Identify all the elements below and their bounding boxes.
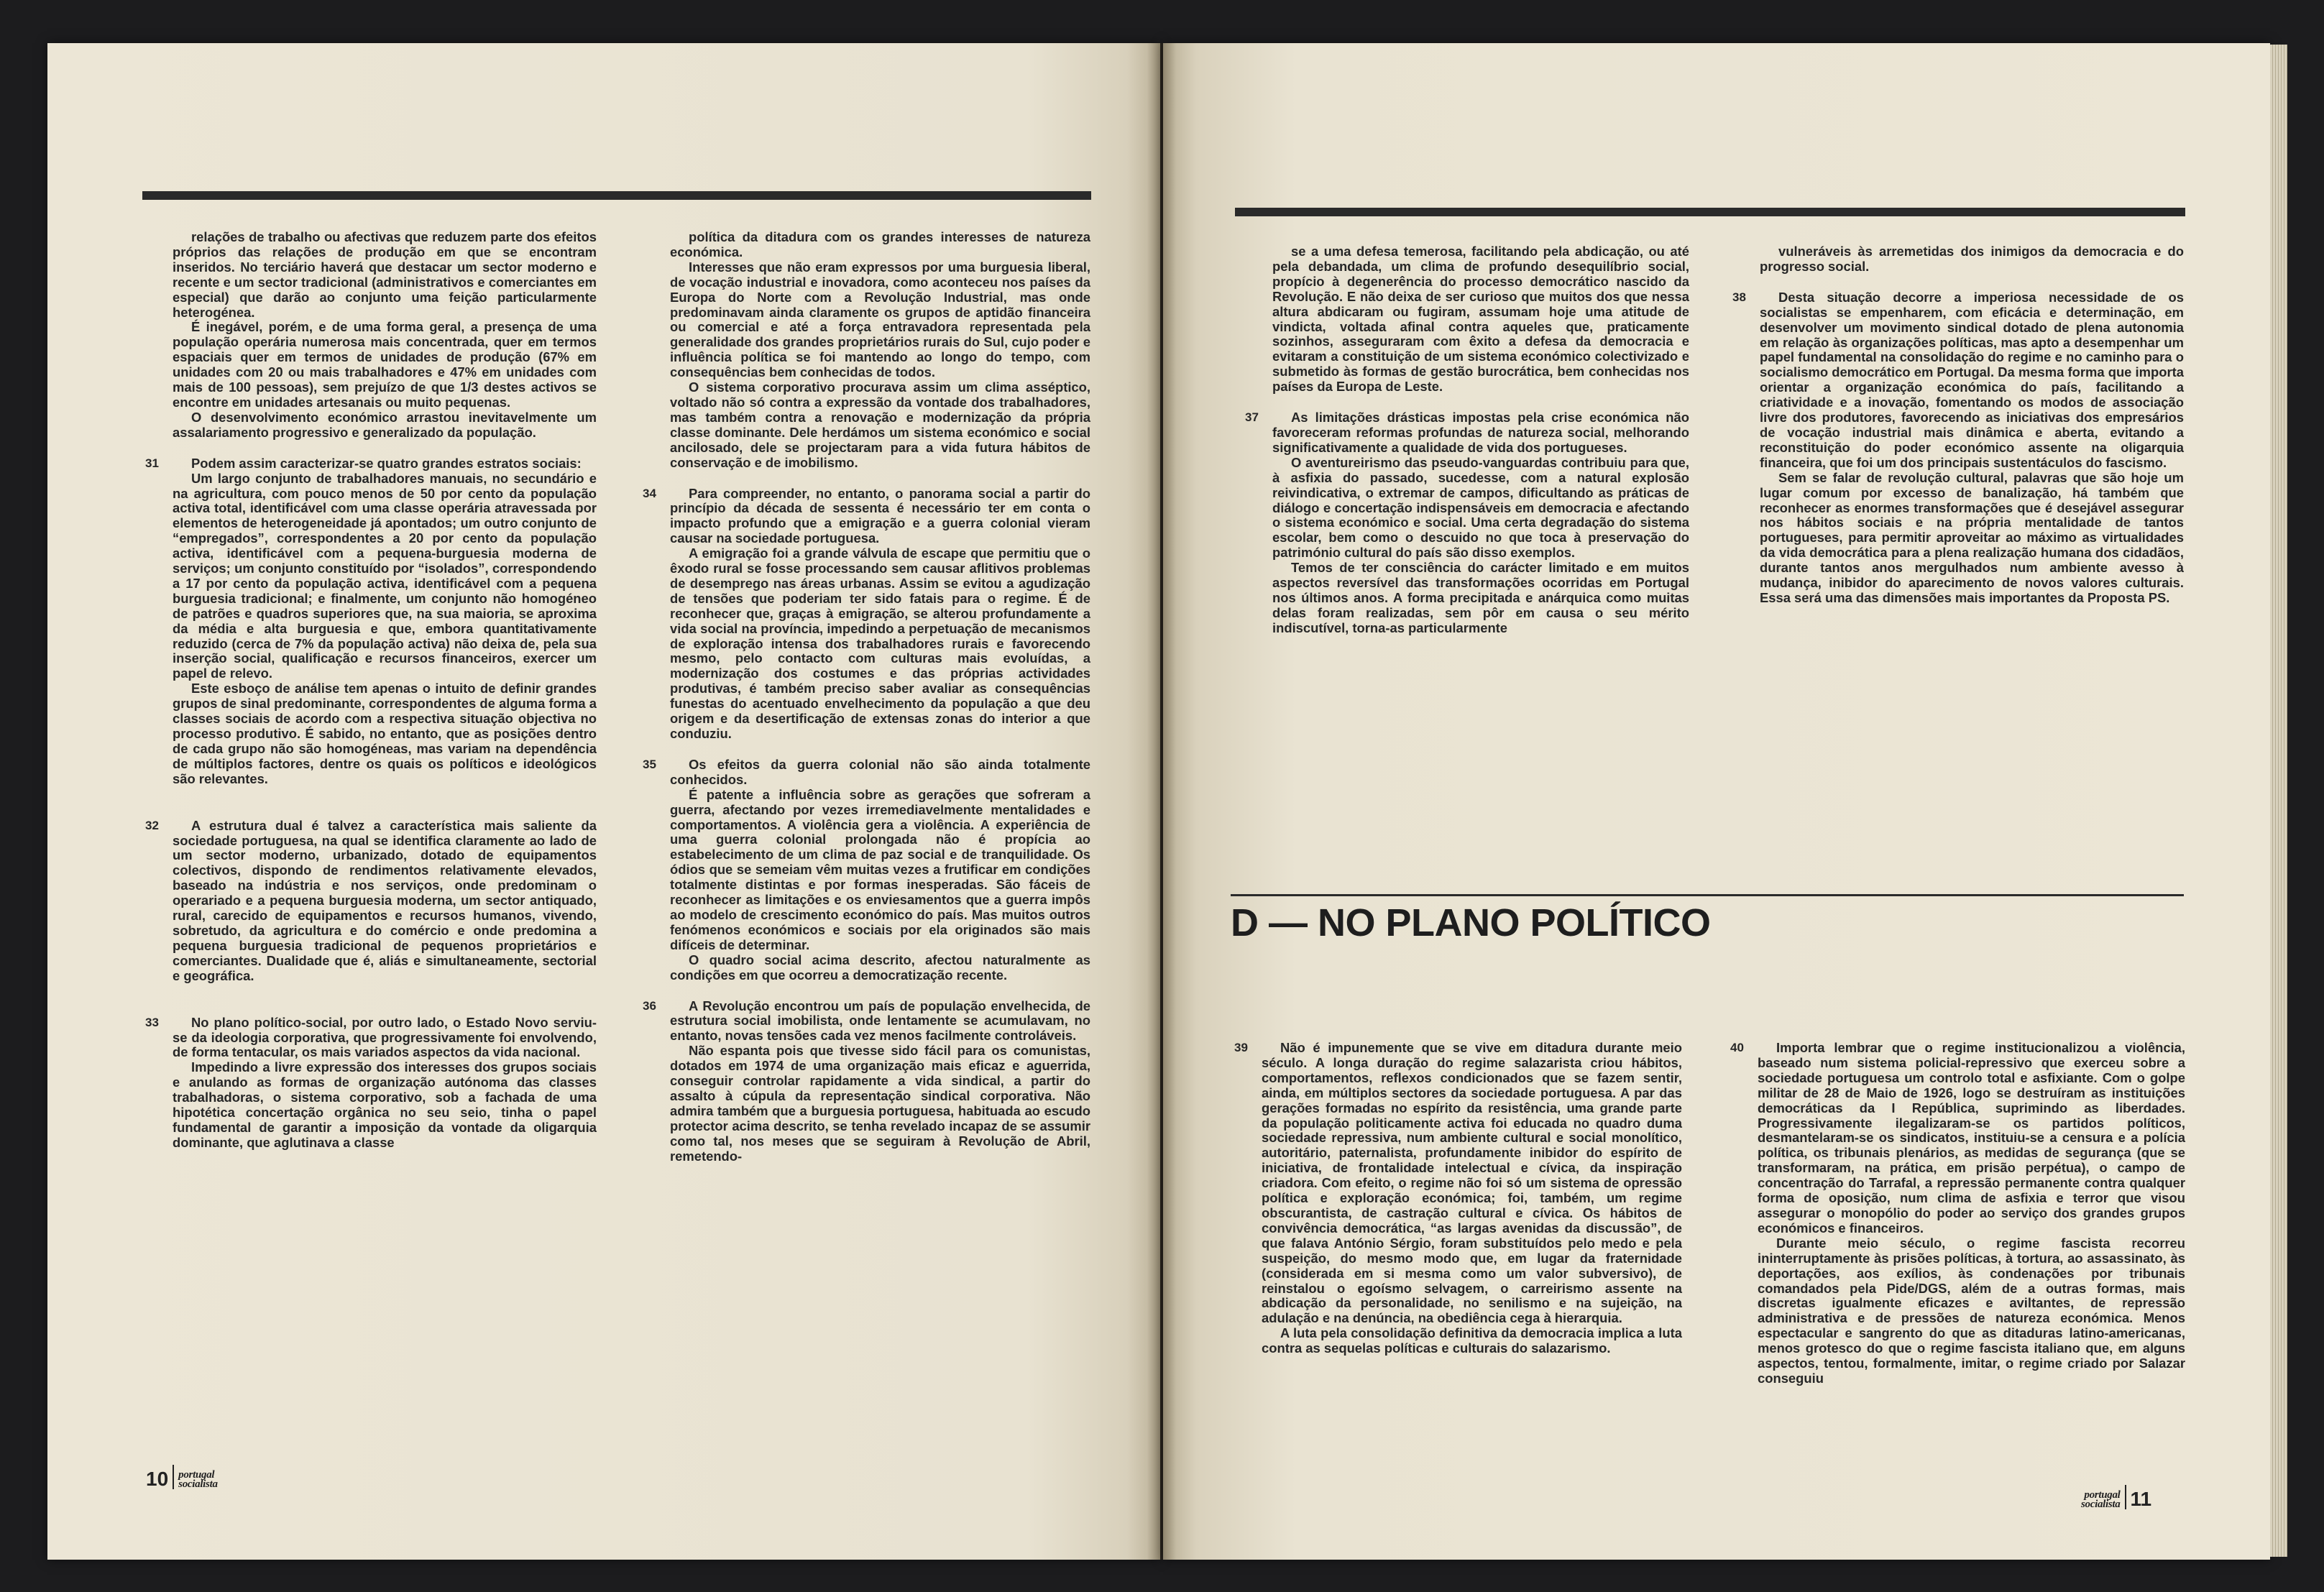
paragraph: Importa lembrar que o regime institucionalizou a violência, baseado num sistema policial-repressivo que exerceu sobre a sociedade portuguesa um controlo total e asfixiante. Com o golpe militar de 28 de Maio de 1926, logo se destruíram as instituições democráticas da I República, suprimindo as liberdades. Progressivamente ilegalizaram-se os partidos políticos, desmantelaram-se os sindicatos, instituiu-se a censura e a polícia política, os tribunais plenários, as medidas de segurança (que se transformaram, na prática, em prisão perpétua), o campo de concentração do Tarrafal, a repressão permanente contra qualquer forma de oposição, num clima de asfixia e terror que visou assegurar o monopólio do poder ao serviço dos grandes grupos económicos e financeiros. [1758, 1040, 2185, 1236]
numbered-section [145, 817, 597, 984]
spine-shadow [1147, 43, 1176, 1560]
numbered-section [145, 1014, 597, 1151]
paragraph: É inegável, porém, e de uma forma geral, a presença de uma população operária numerosa mais concentrada, quer em termos espaciais quer em termos de unidades de produção (67% em unidades com 20 ou mais trabalhadores e 47% em unidades com mais de 100 pessoas), sem prejuízo de que 1/3 destes activos se encontre em unidades artesanais ou muito pequenas. [173, 319, 597, 410]
numbered-section [1234, 1040, 1682, 1356]
logo-line1: portugal [2084, 1489, 2121, 1501]
paragraph: Impedindo a livre expressão dos interesses dos grupos sociais e anulando as formas de organização autónoma das classes trabalhadoras, o sistema corporativo, sob a fachada de uma hipotética concertação orgânica no seu seio, tinha o papel fundamental de garantir a imposição da vontade da oligarquia dominante, que aglutinava a classe [173, 1059, 597, 1150]
numbered-section [1732, 289, 2184, 606]
numbered-section [145, 455, 597, 787]
numbered-section [1730, 1040, 2185, 1386]
page-number: 10 [146, 1468, 169, 1490]
paragraph: A Revolução encontrou um país de população envelhecida, de estrutura social imobilista, onde lentamente se acumulavam, no entanto, novas tensões cada vez menos facilmente controláveis. [670, 998, 1090, 1044]
paragraph: O aventureirismo das pseudo-vanguardas contribuiu para que, à asfixia do passado, sucedesse, com a natural explosão reivindicativa, o extremar de campos, dificultando as práticas de diálogo e concertação indispensáveis em democracia e afectando o sistema económico e social. Uma certa degradação do sistema escolar, bem como o descuido no que toca à preservação do património cultural do país são disso exemplos. [1272, 454, 1689, 561]
folio-divider [173, 1465, 174, 1489]
right-column-1 [1245, 244, 1689, 636]
page-edge [2270, 45, 2287, 1557]
section-number: 33 [145, 1015, 159, 1029]
section-number: 38 [1732, 290, 1746, 304]
paragraph: se a uma defesa temerosa, facilitando pela abdicação, ou até pela debandada, um clima de profundo desequilíbrio social, propício à degenerência do processo democrático nascido da Revolução. E não deixa de ser curioso que muitos dos que nessa altura abdicaram ou fugiram, assumam hoje uma atitude de vindicta, voltada afinal contra aqueles que, praticamente sozinhos, asseguraram com êxito a defesa da democracia e evitaram a constituição de um sistema económico colectivizado e submetido às formas de gestão burocrática, bem conhecidas nos países da Europa de Leste. [1272, 244, 1689, 395]
section-heading: D — NO PLANO POLÍTICO [1231, 901, 1711, 944]
paragraph: O sistema corporativo procurava assim um clima asséptico, voltado não só contra a expressão da vontade dos trabalhadores, mas também contra a renovação e modernização da própria classe dominante. Dele herdámos um sistema económico e social ancilosado, dele se projectaram para a vida futura hábitos de conservação e de imobilismo. [670, 379, 1090, 470]
top-rule-left [142, 191, 1091, 200]
left-column-2 [643, 229, 1090, 1164]
section-number: 37 [1245, 410, 1259, 425]
paragraph: A luta pela consolidação definitiva da democracia implica a luta contra as sequelas políticas e culturais do salazarismo. [1262, 1325, 1682, 1356]
folio-divider [2125, 1485, 2126, 1509]
paragraph: Um largo conjunto de trabalhadores manuais, no secundário e na agricultura, com pouco menos de 50 por cento da população activa total, identificável com uma classe operária atravessada por elementos de heterogeneidade já apontados; um outro conjunto de “empregados”, correspondentes a 20 por cento da população activa, identificável com a pequena-burguesia moderna de serviços; um conjunto constituído por “isolados”, correspondendo a 17 por cento da população activa, identificável com a pequena burguesia tradicional; e finalmente, um conjunto não homogéneo de patrões e quadros superiores que, na sua maioria, se aproxima da média e alta burguesia e que, embora quantitativamente reduzido (cerca de 7% da população activa) não deixa de, pela sua inserção social, qualificação e recursos financeiros, exercer um papel de relevo. [173, 470, 597, 681]
folio-left [146, 1465, 218, 1489]
paragraph: Para compreender, no entanto, o panorama social a partir do princípio da década de sessenta é necessário ter em conta o impacto profundo que a emigração e a guerra colonial vieram causar na sociedade portuguesa. [670, 485, 1090, 546]
paragraph: Durante meio século, o regime fascista recorreu ininterruptamente às prisões políticas, à tortura, ao assassinato, às deportações, aos exílios, às condenações por tribunais comandados pela Pide/DGS, além de a outras formas, mais discretas igualmente eficazes e aviltantes, de repressão administrativa e de pressões de natureza económica. Menos espectacular e sangrento do que as ditaduras latino-americanas, menos grotesco do que o regime fascista italiano que, em alguns aspectos, tentou, formalmente, imitar, o regime criado por Salazar conseguiu [1758, 1235, 2185, 1386]
paragraph: Este esboço de análise tem apenas o intuito de definir grandes grupos de sinal predominante, correspondentes de alguma forma a classes sociais de acordo com a respectiva situação objectiva no processo produtivo. É sabido, no entanto, que as posições dentro de cada grupo não são homogéneas, mas variam na dependência de múltiplos factores, dentre os quais os políticos e ideológicos são relevantes. [173, 681, 597, 786]
paragraph: Interesses que não eram expressos por uma burguesia liberal, de vocação industrial e inovadora, como aconteceu nos países da Europa do Norte com a Revolução Industrial, mas onde predominavam ainda claramente os grupos de aptidão financeira ou comercial e até a força entravadora representada pela generalidade dos grandes proprietários rurais do Sul, cujo poder e influência política se foi mantendo ao longo do tempo, com consequências bem conhecidas de todos. [670, 259, 1090, 380]
paragraph: A emigração foi a grande válvula de escape que permitiu que o êxodo rural se fosse processando sem causar aflitivos problemas de desemprego nas áreas urbanas. Assim se evitou a agudização de tensões que poderiam ter sido fatais para o regime. É de reconhecer que, graças à emigração, se alterou profundamente a vida social na província, impedindo a perpetuação de mecanismos de exploração intensa dos trabalhadores rurais e favorecendo mesmo, pelo contacto com culturas mais evoluídas, a modernização dos costumes e das próprias actividades produtivas, é também preciso saber avaliar as consequências funestas do acentuado envelhecimento da população a que deu origem e da desertificação de extensas zonas do interior a que conduziu. [670, 546, 1090, 741]
logo-line2: socialista [178, 1478, 218, 1490]
text-block [1272, 244, 1689, 395]
paragraph: O desenvolvimento económico arrastou inevitavelmente um assalariamento progressivo e generalizado da população. [173, 409, 597, 440]
paragraph: Os efeitos da guerra colonial não são ainda totalmente conhecidos. [670, 756, 1090, 787]
text-block [173, 230, 597, 441]
paragraph: As limitações drásticas impostas pela crise económica não favoreceram reformas profundas de natureza social, melhorando significativamente a qualidade de vida dos portugueses. [1272, 410, 1689, 455]
publication-logo [2081, 1491, 2121, 1509]
paragraph: relações de trabalho ou afectivas que reduzem parte dos efeitos próprios das relações de produção em que se encontram inseridos. No terciário haverá que destacar um sector moderno e recente e um sector tradicional (administrativos e comerciantes em especial) que darão ao conjunto uma feição particularmente heterogénea. [173, 229, 597, 320]
section-heading-rule [1231, 894, 2184, 896]
logo-line1: portugal [178, 1469, 215, 1481]
paragraph: Desta situação decorre a imperiosa necessidade de os socialistas se empenharem, com eficácia e determinação, em desenvolver um movimento sindical dotado de plena autonomia em relação às organizações políticas, mas apto a desempenhar um papel fundamental na consolidação do regime e no caminho para o socialismo democrático em Portugal. Da mesma forma que importa orientar a organização económica do país, facilitando a criatividade e a inovação, fomentando os modos de associação livre dos produtores, favorecendo as iniciativas dos empresários de vocação industrial mais dinâmica e aberta, evitando a reconstituição do poder económico assente na oligarquia financeira, que foi um dos principais sustentáculos do fascismo. [1760, 289, 2184, 470]
paragraph: No plano político-social, por outro lado, o Estado Novo serviu-se da ideologia corporativa, que progressivamente foi envolvendo, de forma tentacular, os mais variados aspectos da vida nacional. [173, 1014, 597, 1060]
right-column-3 [1234, 1040, 1682, 1356]
numbered-section [643, 998, 1090, 1164]
paragraph: Não espanta pois que tivesse sido fácil para os comunistas, dotados em 1974 de uma organização mais eficaz e aguerrida, conseguir controlar rapidamente a vida sindical, a partir do assalto à cúpula da representação sindical corporativa. Não admira também que a burguesia portuguesa, habituada ao escudo protector acima descrito, se tenha revelado incapaz de se assumir como tal, nos meses que se seguiram à Revolução de Abril, remetendo- [670, 1043, 1090, 1164]
paragraph: Podem assim caracterizar-se quatro grandes estratos sociais: [191, 455, 582, 471]
numbered-section [643, 485, 1090, 742]
right-column-2 [1732, 244, 2184, 606]
paragraph: O quadro social acima descrito, afectou naturalmente as condições em que ocorreu a democratização recente. [670, 952, 1090, 983]
paragraph: Sem se falar de revolução cultural, palavras que são hoje um lugar comum por excesso de banalização, há também que reconhecer as enormes transformações que é desejável assegurar nos hábitos sociais e na própria mentalidade de tantos portugueses, para permitir aproveitar ao máximo as virtualidades da vida democrática para a plena realização humana dos cidadãos, durante tantos anos mergulhados num ambiente avesso à mudança, inibidor do aparecimento de novos valores culturais. Essa será uma das dimensões mais importantes da Proposta PS. [1760, 469, 2184, 605]
text-block [670, 230, 1090, 471]
section-number: 35 [643, 757, 656, 771]
paragraph: vulneráveis às arremetidas dos inimigos da democracia e do progresso social. [1760, 244, 2184, 274]
page-number: 11 [2130, 1488, 2152, 1510]
right-column-4 [1730, 1040, 2185, 1386]
text-block [1760, 244, 2184, 275]
paragraph: Temos de ter consciência do carácter limitado e em muitos aspectos reversível das transformações ocorridas em Portugal nos últimos anos. A forma precipitada e anárquica como muitas delas foram realizadas, sem pôr em causa o seu mérito indiscutível, torna-as particularmente [1272, 560, 1689, 635]
paragraph: política da ditadura com os grandes interesses de natureza económica. [670, 229, 1090, 259]
section-number: 40 [1730, 1041, 1744, 1054]
logo-line2: socialista [2081, 1499, 2121, 1510]
paragraph: A estrutura dual é talvez a característica mais saliente da sociedade portuguesa, na qual se identifica claramente ao lado de um sector moderno, urbanizado, dotado de equipamentos colectivos, dispondo de rendimentos relativamente elevados, baseado na indústria e nos serviços, onde predominam o operariado e a pequena burguesia moderna, um sector antiquado, rural, carecido de equipamentos e recursos humanos, vivendo, sobretudo, da agricultura e do comércio e onde predomina a pequena burguesia tradicional de pequenos proprietários e comerciantes. Dualidade que é, aliás e simultaneamente, sectorial e geográfica. [173, 817, 597, 983]
publication-logo [178, 1471, 218, 1489]
numbered-section [1245, 410, 1689, 636]
section-number: 32 [145, 818, 159, 832]
section-number: 34 [643, 486, 656, 500]
numbered-section [643, 756, 1090, 983]
paragraph: É patente a influência sobre as gerações que sofreram a guerra, afectando por vezes irremediavelmente mentalidades e comportamentos. A violência gera a violência. A experiência de uma guerra colonial prolongada não é propícia ao estabelecimento de um clima de paz social e de tranquilidade. Os ódios que se semeiam vêm muitas vezes a frutificar em condições totalmente distintas e por formas inesperadas. São fáceis de reconhecer as limitações e os enviesamentos que a guerra impôs ao modelo de crescimento económico do país. Mas muitos outros fenómenos económicos e sociais por ela originados são mais difíceis de determinar. [670, 786, 1090, 952]
folio-right [2081, 1485, 2151, 1509]
paragraph: Não é impunemente que se vive em ditadura durante meio século. A longa duração do regime salazarista criou hábitos, comportamentos, reflexos condicionados que se fazem sentir, ainda, em múltiplos sectores da sociedade portuguesa. A par das gerações formadas no espírito da resistência, uma grande parte da população politicamente activa foi educada no quadro duma sociedade repressiva, num ambiente cultural e social monolítico, autoritário, paternalista, profundamente inibidor do espírito de iniciativa, de frontalidade intelectual e cívica, da inspiração criadora. Com efeito, o regime não foi só um sistema de opressão política e exploração económica; foi, também, um regime obscurantista, de castração cultural e cívica. Os hábitos de convivência democrática, “as largas avenidas da discussão”, de que falava António Sérgio, foram substituídos pelo medo e pela suspeição, do mesmo modo que, em lugar da fraternidade (considerada em si mesma como um valor subversivo), de reinstalou o egoísmo selvagem, o carreirismo assente na abdicação da personalidade, no senilismo e na sujeição, na adulação e na denúncia, na obediência cega à hierarquia. [1262, 1040, 1682, 1326]
top-rule-right [1235, 208, 2185, 216]
section-number: 31 [145, 456, 159, 470]
left-column-1 [145, 229, 597, 1151]
section-number: 36 [643, 998, 656, 1013]
section-number: 39 [1234, 1041, 1248, 1054]
